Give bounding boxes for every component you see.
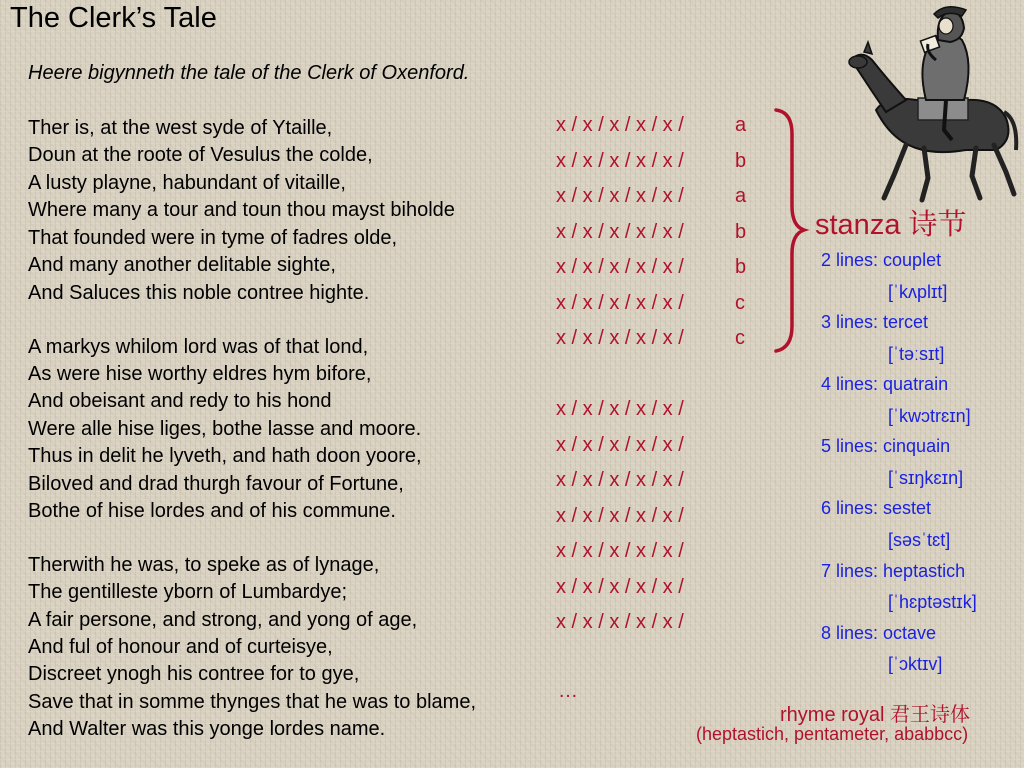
rhyme-letter: a: [735, 114, 747, 136]
stanza-form-ipa: [ˈɔktɪv]: [888, 654, 943, 674]
poem-line: Therwith he was, to speke as of lynage,: [28, 554, 380, 576]
stanza-form-label: 6 lines: sestet: [821, 498, 932, 518]
poem-line: Ther is, at the west syde of Ytaille,: [28, 117, 333, 139]
poem-line: And Saluces this noble contree highte.: [28, 282, 370, 304]
rhyme-letter: b: [735, 150, 747, 172]
meter-pattern: x / x / x / x / x /: [556, 292, 684, 314]
rhyme-letter: c: [735, 327, 745, 349]
stanza-form-ipa: [ˈsɪŋkɛɪn]: [888, 468, 964, 488]
poem-line: Biloved and drad thurgh favour of Fortune,: [28, 473, 404, 495]
stanza-form-label: 4 lines: quatrain: [821, 374, 949, 394]
meter-pattern: x / x / x / x / x /: [556, 434, 684, 456]
stanza-form-label: 2 lines: couplet: [821, 250, 942, 270]
rhyme-letter: b: [735, 256, 747, 278]
clerk-on-horse-illustration: [846, 0, 1021, 205]
rhyme-royal-note: (heptastich, pentameter, ababbcc): [696, 724, 969, 744]
stanza-form-ipa: [ˈkʌplɪt]: [888, 282, 948, 302]
poem-line: And obeisant and redy to his hond: [28, 390, 332, 412]
ellipsis: …: [558, 680, 578, 702]
meter-pattern: x / x / x / x / x /: [556, 150, 684, 172]
poem-line: And many another delitable sighte,: [28, 254, 336, 276]
meter-pattern: x / x / x / x / x /: [556, 327, 684, 349]
poem-line: And ful of honour and of curteisye,: [28, 636, 333, 658]
stanza-form-ipa: [səsˈtɛt]: [888, 530, 951, 550]
poem-line: As were hise worthy eldres hym bifore,: [28, 363, 372, 385]
meter-pattern: x / x / x / x / x /: [556, 611, 684, 633]
meter-pattern: x / x / x / x / x /: [556, 505, 684, 527]
poem-line: Were alle hise liges, bothe lasse and moore.: [28, 418, 422, 440]
stanza-form-label: 8 lines: octave: [821, 623, 937, 643]
meter-pattern: x / x / x / x / x /: [556, 398, 684, 420]
rhyme-royal-label: rhyme royal 君王诗体: [780, 704, 971, 726]
stanza-form-ipa: [ˈkwɔtrɛɪn]: [888, 406, 971, 426]
intro-line: Heere bigynneth the tale of the Clerk of Oxenford.: [28, 62, 470, 84]
poem-line: Where many a tour and toun thou mayst biholde: [28, 199, 455, 221]
poem-line: A fair persone, and strong, and yong of age,: [28, 609, 418, 631]
poem-line: A markys whilom lord was of that lond,: [28, 336, 369, 358]
poem-line: The gentilleste yborn of Lumbardye;: [28, 581, 348, 603]
rhyme-letter: a: [735, 185, 747, 207]
poem-line: Thus in delit he lyveth, and hath doon yoore,: [28, 445, 422, 467]
meter-pattern: x / x / x / x / x /: [556, 185, 684, 207]
stanza-label: stanza 诗节: [815, 209, 967, 241]
poem-line: And Walter was this yonge lordes name.: [28, 718, 386, 740]
curly-brace-icon: [770, 108, 810, 353]
meter-pattern: x / x / x / x / x /: [556, 256, 684, 278]
meter-pattern: x / x / x / x / x /: [556, 114, 684, 136]
poem-line: Doun at the roote of Vesulus the colde,: [28, 144, 373, 166]
rhyme-letter: b: [735, 221, 747, 243]
poem-line: Save that in somme thynges that he was to blame,: [28, 691, 477, 713]
stanza-form-ipa: [ˈhɛptəstɪk]: [888, 592, 977, 612]
stanza-form-label: 3 lines: tercet: [821, 312, 929, 332]
stanza-form-ipa: [ˈtəːsɪt]: [888, 344, 945, 364]
poem-line: A lusty playne, habundant of vitaille,: [28, 172, 346, 194]
poem-line: Discreet ynogh his contree for to gye,: [28, 663, 360, 685]
meter-pattern: x / x / x / x / x /: [556, 540, 684, 562]
stanza-form-label: 7 lines: heptastich: [821, 561, 966, 581]
meter-pattern: x / x / x / x / x /: [556, 469, 684, 491]
rhyme-letter: c: [735, 292, 745, 314]
poem-line: Bothe of hise lordes and of his commune.: [28, 500, 396, 522]
page-title: The Clerk’s Tale: [10, 2, 217, 34]
poem-line: That founded were in tyme of fadres olde,: [28, 227, 398, 249]
stanza-form-label: 5 lines: cinquain: [821, 436, 951, 456]
meter-pattern: x / x / x / x / x /: [556, 221, 684, 243]
meter-pattern: x / x / x / x / x /: [556, 576, 684, 598]
